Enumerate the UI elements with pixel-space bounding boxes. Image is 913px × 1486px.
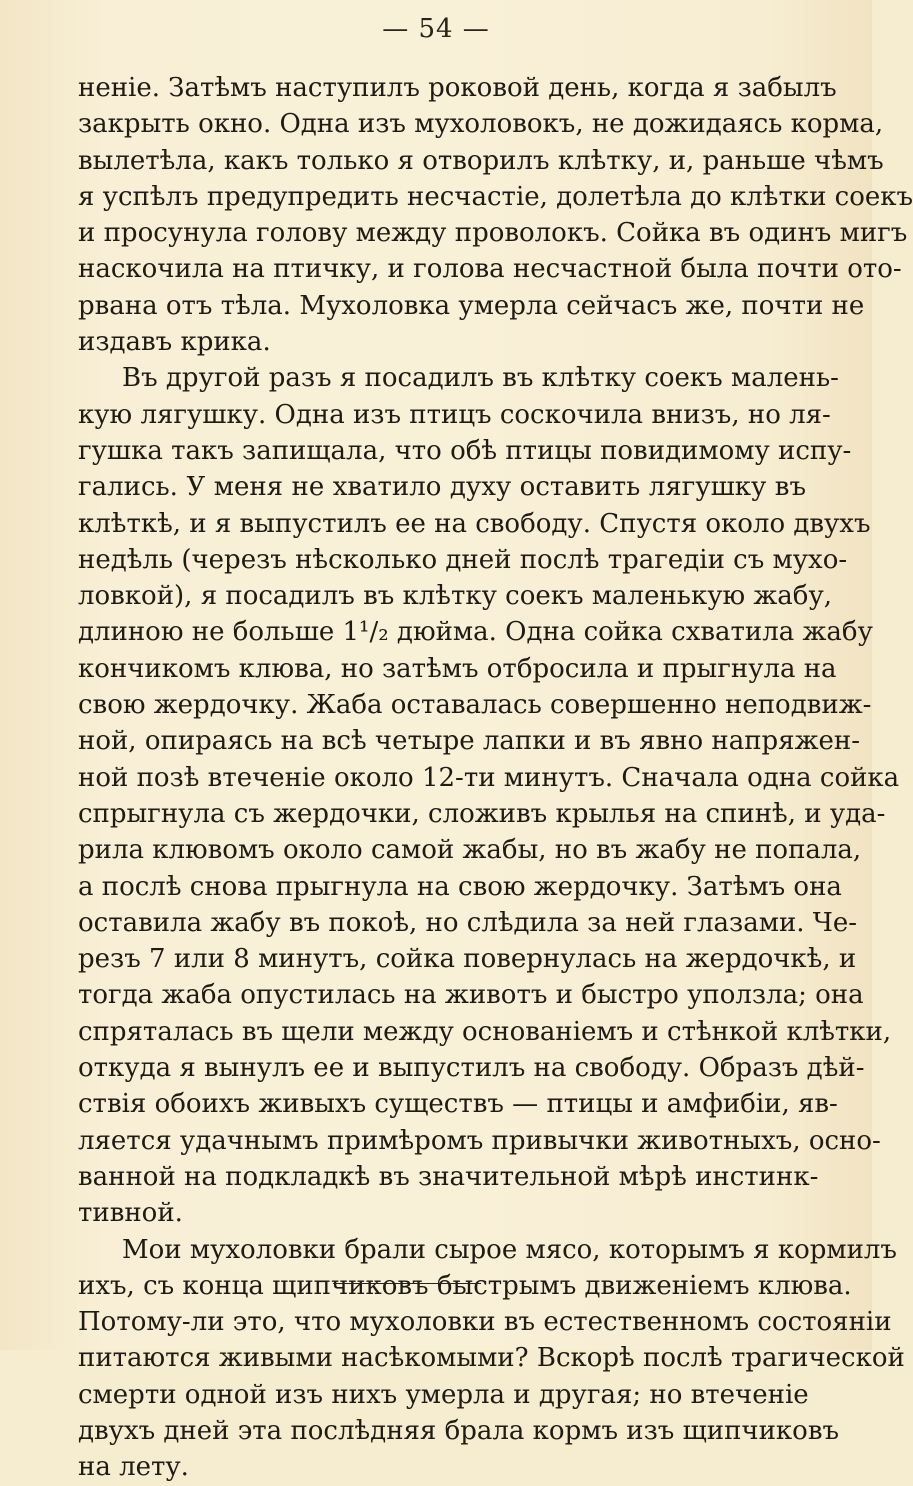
text-line: свою жердочку. Жаба оставалась совершенно неподвиж-: [78, 690, 872, 721]
text-line: питаются живыми насѣкомыми? Вскорѣ послѣ трагической: [78, 1343, 905, 1374]
text-line: рила клювомъ около самой жабы, но въ жабу не попала,: [78, 835, 862, 866]
paragraph-1: [78, 70, 913, 360]
text-line: оставила жабу въ покоѣ, но слѣдила за ней глазами. Че-: [78, 907, 858, 938]
paragraph-3: [78, 1232, 905, 1486]
text-line: закрыть окно. Одна изъ мухоловокъ, не дожидаясь корма,: [78, 109, 884, 140]
text-line: недѣль (черезъ нѣсколько дней послѣ трагедіи съ мухо-: [78, 544, 848, 575]
text-line: ствія обоихъ живыхъ существъ — птицы и амфибіи, яв-: [78, 1089, 838, 1120]
text-line: откуда я вынулъ ее и выпустилъ на свободу. Образъ дѣй-: [78, 1053, 865, 1084]
text-line: я успѣлъ предупредить несчастіе, долетѣла до клѣтки соекъ: [78, 181, 913, 212]
text-line: вылетѣла, какъ только я отворилъ клѣтку, и, раньше чѣмъ: [78, 145, 884, 176]
text-line: ляется удачнымъ примѣромъ привычки животныхъ, осно-: [78, 1125, 881, 1156]
text-line: тивной.: [78, 1198, 183, 1229]
text-line: на лету.: [78, 1452, 189, 1483]
text-line: а послѣ снова прыгнула на свою жердочку. Затѣмъ она: [78, 871, 842, 902]
text-line: Потому-ли это, что мухоловки въ естественномъ состояніи: [78, 1307, 892, 1338]
text-line: издавъ крика.: [78, 327, 271, 358]
text-line: наскочила на птичку, и голова несчастной была почти ото-: [78, 254, 902, 285]
text-line: рвана отъ тѣла. Мухоловка умерла сейчасъ же, почти не: [78, 290, 865, 321]
footer-divider: [333, 1283, 481, 1284]
body-text: [78, 70, 913, 1486]
text-line: ванной на подкладкѣ въ значительной мѣрѣ инстинк-: [78, 1161, 819, 1192]
text-line: смерти одной изъ нихъ умерла и другая; но втеченіе: [78, 1379, 809, 1410]
text-line: тогда жаба опустилась на животъ и быстро уползла; она: [78, 980, 864, 1011]
text-line: гались. У меня не хватило духу оставить лягушку въ: [78, 472, 806, 503]
text-line: ной, опираясь на всѣ четыре лапки и въ явно напряжен-: [78, 726, 861, 757]
page-number: — 54 —: [382, 14, 490, 44]
text-line: резъ 7 или 8 минутъ, сойка повернулась на жердочкѣ, и: [78, 944, 857, 975]
text-line: Въ другой разъ я посадилъ въ клѣтку соекъ малень-: [122, 363, 839, 394]
text-line: спрыгнула съ жердочки, сложивъ крылья на спинѣ, и уда-: [78, 798, 886, 829]
text-line: ной позѣ втеченіе около 12-ти минутъ. Сначала одна сойка: [78, 762, 900, 793]
text-line: неніе. Затѣмъ наступилъ роковой день, когда я забылъ: [78, 73, 837, 103]
text-line: и просунула голову между проволокъ. Сойка въ одинъ мигъ: [78, 218, 908, 249]
text-line: гушка такъ запищала, что обѣ птицы повидимому испу-: [78, 435, 852, 466]
text-line: кончикомъ клюва, но затѣмъ отбросила и прыгнула на: [78, 653, 837, 684]
text-line: кую лягушку. Одна изъ птицъ соскочила внизъ, но ля-: [78, 399, 831, 430]
text-line: ловкой), я посадилъ въ клѣтку соекъ маленькую жабу,: [78, 581, 833, 612]
text-line: спряталась въ щели между основаніемъ и стѣнкой клѣтки,: [78, 1016, 892, 1047]
text-line: Мои мухоловки брали сырое мясо, которымъ я кормилъ: [122, 1234, 897, 1265]
paragraph-2: [78, 360, 900, 1231]
text-line: ихъ, съ конца щипчиковъ быстрымъ движеніемъ клюва.: [78, 1270, 852, 1301]
text-line: двухъ дней эта послѣдняя брала кормъ изъ щипчиковъ: [78, 1415, 839, 1446]
text-line: клѣткѣ, и я выпустилъ ее на свободу. Спустя около двухъ: [78, 508, 871, 539]
text-line: длиною не больше 1¹/₂ дюйма. Одна сойка схватила жабу: [78, 617, 873, 648]
